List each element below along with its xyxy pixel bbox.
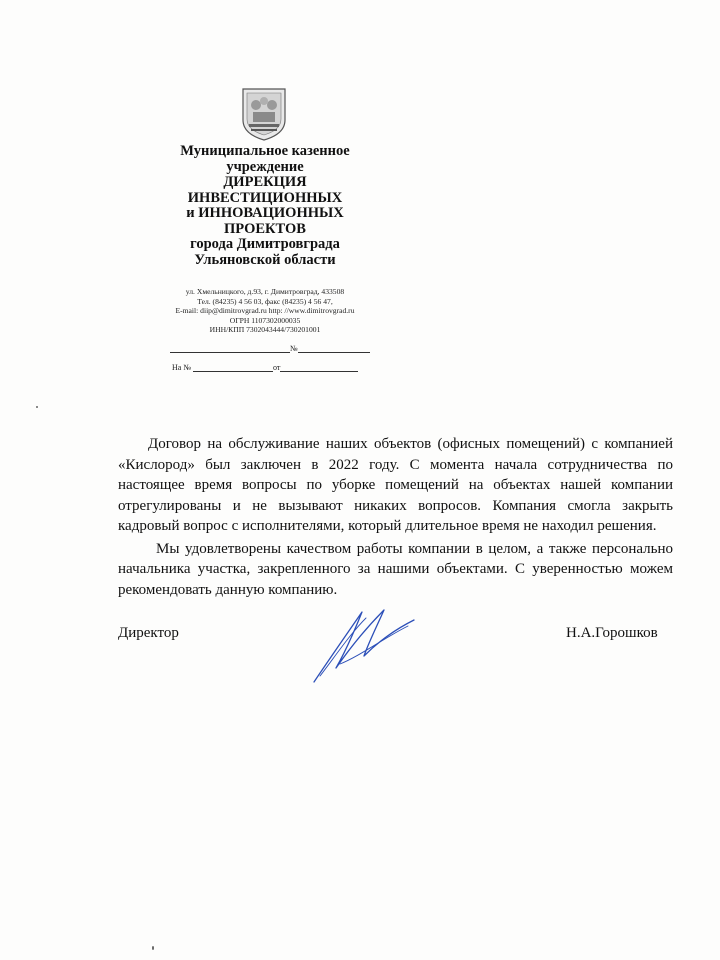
ref-from-label: от — [272, 363, 281, 372]
signatory-name: Н.А.Горошков — [566, 625, 658, 641]
body-paragraph: Мы удовлетворены качеством работы компании в целом, а также персонально начальника участка, закрепленного за нашими объектами. С уверенностью можем рекомендовать данную компанию. — [118, 540, 673, 598]
org-line: Ульяновской области — [194, 251, 336, 268]
org-line: города Димитровграда — [190, 236, 340, 252]
org-line: ПРОЕКТОВ — [224, 220, 306, 237]
signatory-title: Директор — [118, 625, 179, 641]
reference-number-line — [172, 362, 358, 372]
org-line: и ИННОВАЦИОННЫХ — [186, 205, 344, 221]
org-line: учреждение — [226, 158, 304, 175]
ref-date-blank — [280, 362, 358, 372]
contact-line: ОГРН 1107302000035 — [229, 315, 301, 325]
contact-line: ул. Хмельницкого, д.93, г. Димитровград, 433508 — [185, 287, 345, 296]
paper-speck — [36, 406, 38, 408]
contact-details — [140, 287, 390, 335]
ref-no-label: На № — [172, 363, 191, 372]
org-line: ИНВЕСТИЦИОННЫХ — [187, 189, 343, 206]
paper-speck — [152, 946, 154, 950]
contact-line: Тел. (84235) 4 56 03, факс (84235) 4 56 47, — [197, 296, 333, 306]
letter-body — [118, 434, 673, 600]
org-line: Муниципальное казенное — [180, 143, 350, 159]
reg-no-label: № — [290, 344, 298, 353]
date-blank — [170, 343, 290, 353]
body-paragraph: Договор на обслуживание наших объектов (офисных помещений) с компанией «Кислород» был заключен в 2022 году. С момента начала сотрудничества по настоящее время вопросы по уборке помещений на объектах нашей компании отрегулированы и не вызывают никаких вопросов. Компания смогла закрыть кадровый вопрос с исполнителями, который длительное время не находил решения. — [118, 436, 673, 534]
city-emblem-icon — [239, 86, 289, 142]
contact-line: E-mail: diip@dimitrovgrad.ru http: //www.dimitrovgrad.ru — [175, 306, 355, 316]
handwritten-signature — [300, 598, 420, 688]
organization-name — [150, 144, 380, 268]
org-line: ДИРЕКЦИЯ — [223, 174, 307, 190]
number-blank — [298, 343, 370, 353]
registration-number-line — [170, 343, 370, 353]
ref-number-blank — [193, 362, 273, 372]
contact-line: ИНН/КПП 7302043444/730201001 — [209, 325, 321, 335]
